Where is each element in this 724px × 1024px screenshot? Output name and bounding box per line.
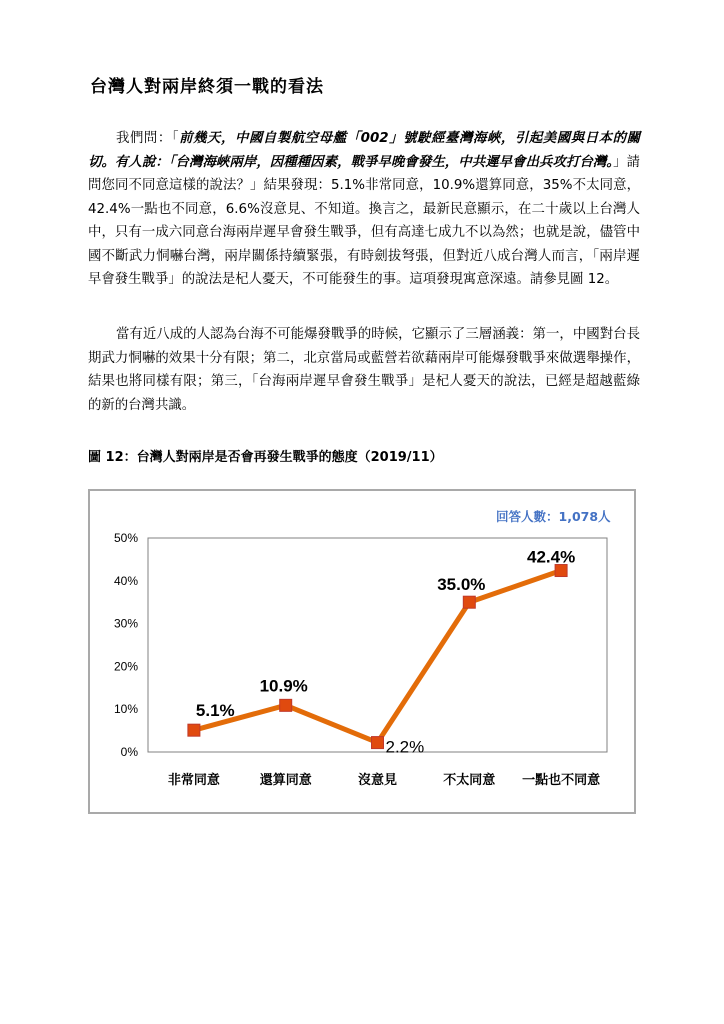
data-label: 35.0% (437, 575, 486, 595)
y-tick-label: 50% (113, 531, 138, 545)
paragraph-2: 當有近八成的人認為台海不可能爆發戰爭的時候，它顯示了三層涵義：第一，中國對台長期武力恫嚇的效果十分有限；第二，北京當局或藍營若欲藉兩岸可能爆發戰爭來做選舉操作，結果也將同樣有限；第三，「台海兩岸遲早會發生戰爭」是杞人憂天的說法，已經是超越藍綠的新的台灣共識。 (88, 327, 640, 413)
y-tick-label: 40% (113, 573, 138, 588)
x-category-label: 不太同意 (443, 773, 496, 788)
y-tick-label: 20% (113, 659, 138, 674)
x-category-label: 還算同意 (259, 773, 312, 788)
y-tick-label: 0% (120, 745, 138, 759)
data-label: 5.1% (195, 701, 235, 721)
data-point (280, 699, 292, 711)
paragraph-1-lead: 我們問：「 (116, 131, 180, 146)
data-label: 2.2% (385, 737, 425, 757)
data-label: 42.4% (526, 547, 576, 567)
x-category-label: 非常同意 (167, 773, 220, 788)
data-label: 10.9% (259, 676, 308, 696)
data-point (372, 737, 384, 749)
respondents-count: 回答人數：1,078人 (496, 509, 611, 524)
paragraph-1-body: 」請問您同不同意這樣的說法？」結果發現：5.1%非常同意，10.9%還算同意，35%不太同意，42.4%一點也不同意，6.6%沒意見、不知道。換言之，最新民意顯示，在二十歲以上台灣人中，只有一成六同意台海兩岸遲早會發生戰爭，但有高達七成九不以為然；也就是說，儘管中國不斷武力恫嚇台灣，兩岸關係持續緊張，有時劍拔弩張，但對近八成台灣人而言，「兩岸遲早會發生戰爭」的說法是杞人憂天，不可能發生的事。這項發現寓意深遠。請參見圖 12。 (88, 154, 640, 287)
data-point (188, 724, 200, 736)
x-category-label: 沒意見 (357, 773, 398, 788)
paragraph-1-question: 前幾天，中國自製航空母艦「002」號駛經臺灣海峽，引起美國與日本的關切。有人說：「台灣海峽兩岸，因種種因素，戰爭早晚會發生，中共遲早會出兵攻打台灣。 (88, 131, 640, 170)
data-point (463, 596, 475, 608)
y-tick-label: 30% (113, 616, 138, 631)
series-line (194, 571, 561, 743)
page-title: 台灣人對兩岸終須一戰的看法 (90, 77, 324, 97)
x-category-label: 一點也不同意 (522, 773, 601, 788)
y-tick-label: 10% (113, 702, 138, 717)
figure-caption: 圖 12：台灣人對兩岸是否會再發生戰爭的態度（2019/11） (88, 450, 443, 465)
